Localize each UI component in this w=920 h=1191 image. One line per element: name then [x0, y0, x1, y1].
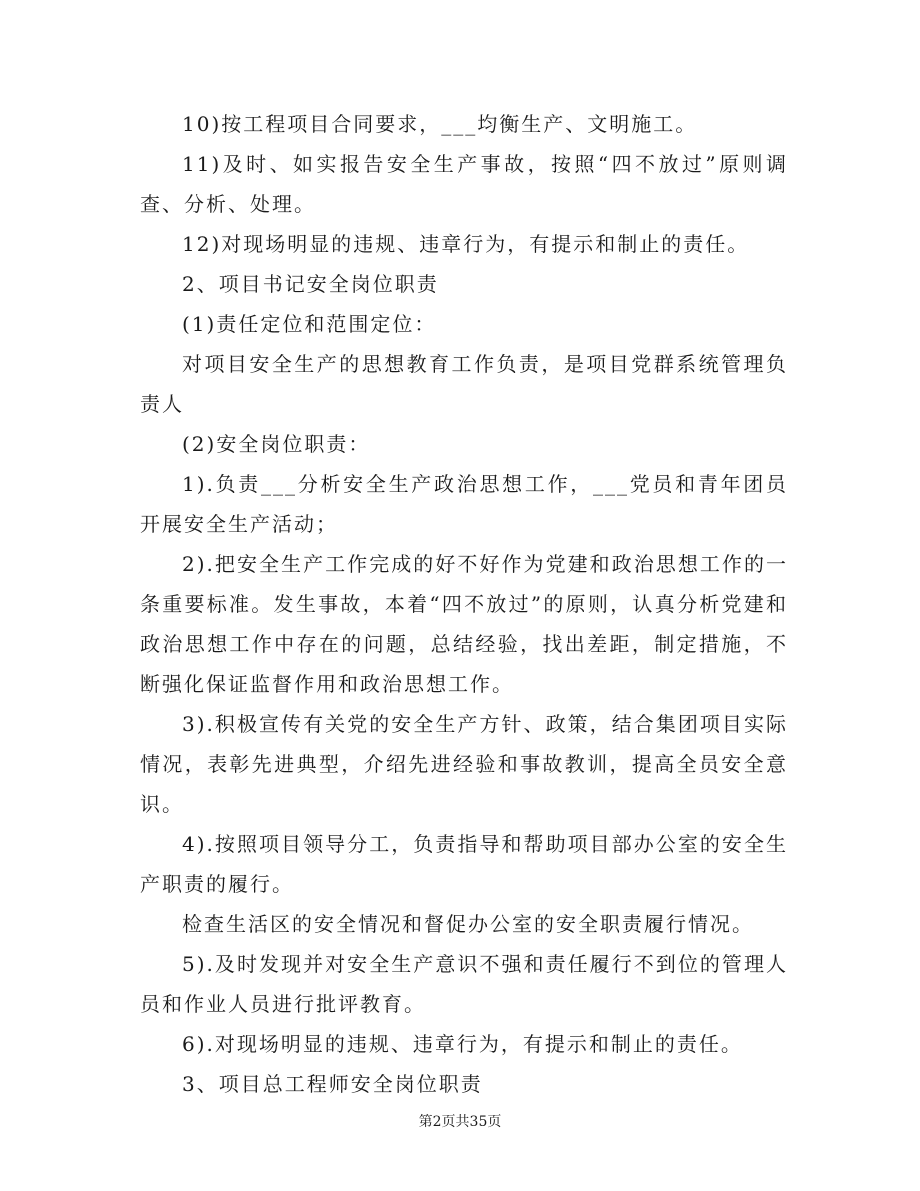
- duty-item-1: 1).负责___分析安全生产政治思想工作，___党员和青年团员开展安全生产活动；: [140, 472, 788, 536]
- duty-item-3: 3).积极宣传有关党的安全生产方针、政策，结合集团项目实际情况，表彰先进典型，介绍先进经验和事故教训，提高全员安全意识。: [140, 712, 788, 816]
- duty-item-5: 5).及时发现并对安全生产意识不强和责任履行不到位的管理人员和作业人员进行批评教育。: [140, 952, 788, 1016]
- paragraph-inspection: 检查生活区的安全情况和督促办公室的安全职责履行情况。: [182, 912, 754, 936]
- duty-item-2: 2).把安全生产工作完成的好不好作为党建和政治思想工作的一条重要标准。发生事故，本着“四不放过”的原则，认真分析党建和政治思想工作中存在的问题，总结经验，找出差距，制定措施，不断强化保证监督作用和政治思想工作。: [140, 552, 788, 696]
- duty-item-6: 6).对现场明显的违规、违章行为，有提示和制止的责任。: [182, 1032, 743, 1056]
- section-heading-party-secretary: 2、项目书记安全岗位职责: [182, 272, 439, 296]
- section-heading-chief-engineer: 3、项目总工程师安全岗位职责: [182, 1072, 483, 1096]
- duty-item-4: 4).按照项目领导分工，负责指导和帮助项目部办公室的安全生产职责的履行。: [140, 832, 788, 896]
- paragraph-item-12: 12)对现场明显的违规、违章行为，有提示和制止的责任。: [182, 232, 750, 256]
- subheading-responsibility-scope: (1)责任定位和范围定位：: [182, 312, 437, 336]
- subheading-safety-duties: (2)安全岗位职责：: [182, 432, 371, 456]
- page-number: 第2页共35页: [418, 1114, 502, 1130]
- document-body: [140, 104, 788, 1104]
- paragraph-responsibility-scope: 对项目安全生产的思想教育工作负责，是项目党群系统管理负责人: [140, 352, 788, 416]
- paragraph-item-11: 11)及时、如实报告安全生产事故，按照“四不放过”原则调查、分析、处理。: [140, 152, 788, 216]
- paragraph-item-10: 10)按工程项目合同要求，___均衡生产、文明施工。: [182, 112, 698, 136]
